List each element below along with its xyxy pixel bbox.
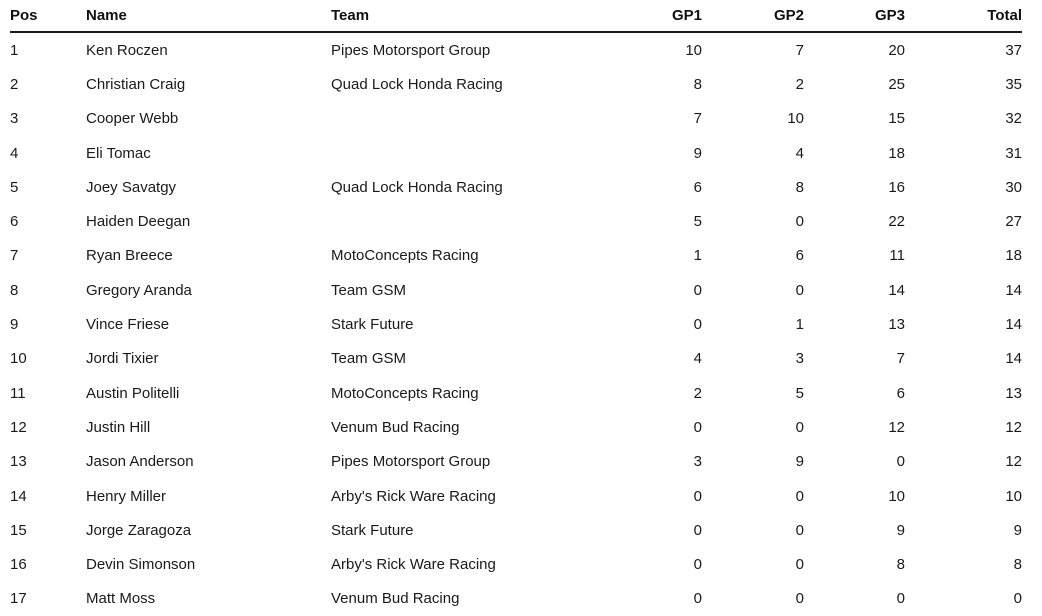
- cell-gp2: 10: [787, 110, 804, 128]
- column-header-total[interactable]: Total: [905, 0, 1022, 32]
- cell-name: Jorge Zaragoza: [86, 521, 192, 539]
- cell-gp3: 9: [896, 521, 905, 539]
- cell-team: [331, 102, 636, 136]
- table-row: [10, 376, 1022, 410]
- cell-gp2: 4: [795, 144, 804, 162]
- cell-team: Venum Bud Racing: [331, 418, 460, 436]
- cell-name: Devin Simonson: [86, 556, 196, 574]
- cell-total: 32: [1005, 110, 1022, 128]
- cell-team: Pipes Motorsport Group: [331, 41, 491, 59]
- cell-gp2: 5: [795, 384, 804, 402]
- cell-name: Matt Moss: [86, 590, 156, 608]
- cell-gp1: 0: [693, 590, 702, 608]
- column-header-pos[interactable]: Pos: [10, 0, 86, 32]
- cell-team: Stark Future: [331, 521, 414, 539]
- table-row: [10, 102, 1022, 136]
- cell-gp1: 3: [693, 453, 702, 471]
- cell-pos: 14: [10, 487, 27, 505]
- cell-pos: 10: [10, 350, 27, 368]
- cell-gp3: 6: [896, 384, 905, 402]
- cell-name: Cooper Webb: [86, 110, 179, 128]
- header-row: [10, 0, 1022, 32]
- cell-name: Austin Politelli: [86, 384, 180, 402]
- cell-name: Christian Craig: [86, 75, 186, 93]
- cell-gp2: 3: [795, 350, 804, 368]
- cell-gp3: 11: [889, 247, 905, 265]
- cell-pos: 8: [10, 281, 19, 299]
- cell-gp3: 18: [888, 144, 905, 162]
- cell-gp1: 10: [685, 41, 702, 59]
- cell-team: Arby's Rick Ware Racing: [331, 487, 496, 505]
- cell-pos: 9: [10, 316, 19, 334]
- table-row: [10, 136, 1022, 170]
- cell-total: 31: [1005, 144, 1022, 162]
- table-row: [10, 273, 1022, 307]
- cell-gp1: 0: [693, 521, 702, 539]
- cell-pos: 17: [10, 590, 27, 608]
- cell-gp3: 12: [888, 418, 905, 436]
- cell-pos: 11: [10, 384, 26, 402]
- cell-total: 37: [1005, 41, 1022, 59]
- table-row: [10, 32, 1022, 67]
- table-body: [10, 32, 1022, 616]
- cell-name: Joey Savatgy: [86, 178, 177, 196]
- table-row: [10, 307, 1022, 341]
- cell-pos: 12: [10, 418, 27, 436]
- table-row: [10, 342, 1022, 376]
- cell-total: 9: [1013, 521, 1022, 539]
- cell-gp3: 7: [896, 350, 905, 368]
- cell-gp2: 8: [795, 178, 804, 196]
- column-header-gp1[interactable]: GP1: [636, 0, 702, 32]
- cell-pos: 13: [10, 453, 27, 471]
- table-row: [10, 204, 1022, 238]
- table-row: [10, 479, 1022, 513]
- cell-pos: 3: [10, 110, 19, 128]
- cell-total: 14: [1005, 316, 1022, 334]
- cell-pos: 16: [10, 556, 27, 574]
- cell-gp3: 10: [888, 487, 905, 505]
- cell-team: [331, 204, 636, 238]
- cell-gp3: 8: [896, 556, 905, 574]
- cell-gp1: 0: [693, 281, 702, 299]
- cell-gp2: 7: [795, 41, 804, 59]
- cell-gp2: 0: [795, 281, 804, 299]
- cell-team: Quad Lock Honda Racing: [331, 75, 503, 93]
- cell-team: Venum Bud Racing: [331, 590, 460, 608]
- cell-gp1: 1: [693, 247, 702, 265]
- cell-team: MotoConcepts Racing: [331, 247, 479, 265]
- cell-name: Henry Miller: [86, 487, 167, 505]
- table-row: [10, 410, 1022, 444]
- cell-pos: 5: [10, 178, 19, 196]
- cell-total: 14: [1005, 350, 1022, 368]
- cell-team: Pipes Motorsport Group: [331, 453, 491, 471]
- table-header: [10, 0, 1022, 32]
- column-header-gp2[interactable]: GP2: [702, 0, 804, 32]
- cell-gp1: 0: [693, 418, 702, 436]
- table-row: [10, 582, 1022, 616]
- cell-team: [331, 136, 636, 170]
- cell-gp1: 0: [693, 316, 702, 334]
- cell-total: 14: [1005, 281, 1022, 299]
- cell-pos: 6: [10, 213, 19, 231]
- table-row: [10, 513, 1022, 547]
- cell-gp3: 16: [888, 178, 905, 196]
- table-row: [10, 67, 1022, 101]
- table-row: [10, 170, 1022, 204]
- cell-pos: 7: [10, 247, 19, 265]
- cell-team: Stark Future: [331, 316, 414, 334]
- cell-pos: 1: [10, 41, 19, 59]
- cell-team: Arby's Rick Ware Racing: [331, 556, 496, 574]
- cell-pos: 4: [10, 144, 19, 162]
- cell-gp1: 4: [693, 350, 702, 368]
- cell-name: Gregory Aranda: [86, 281, 192, 299]
- column-header-team[interactable]: Team: [331, 0, 636, 32]
- column-header-gp3[interactable]: GP3: [804, 0, 905, 32]
- cell-gp3: 14: [888, 281, 905, 299]
- cell-total: 27: [1005, 213, 1022, 231]
- cell-gp2: 6: [795, 247, 804, 265]
- cell-gp2: 9: [795, 453, 804, 471]
- cell-gp2: 2: [795, 75, 804, 93]
- cell-gp1: 5: [693, 213, 702, 231]
- cell-total: 35: [1005, 75, 1022, 93]
- cell-gp1: 6: [693, 178, 702, 196]
- cell-gp1: 7: [693, 110, 702, 128]
- cell-gp3: 25: [888, 75, 905, 93]
- cell-gp2: 0: [795, 521, 804, 539]
- cell-gp3: 0: [896, 453, 905, 471]
- cell-gp2: 0: [795, 590, 804, 608]
- cell-gp2: 0: [795, 556, 804, 574]
- cell-pos: 2: [10, 75, 19, 93]
- cell-name: Haiden Deegan: [86, 213, 191, 231]
- cell-gp3: 13: [888, 316, 905, 334]
- cell-gp3: 22: [888, 213, 905, 231]
- cell-gp1: 0: [693, 556, 702, 574]
- cell-name: Ryan Breece: [86, 247, 173, 265]
- cell-name: Jordi Tixier: [86, 350, 159, 368]
- cell-team: Team GSM: [331, 281, 407, 299]
- cell-gp3: 15: [888, 110, 905, 128]
- column-header-name[interactable]: Name: [86, 0, 331, 32]
- cell-gp3: 20: [888, 41, 905, 59]
- cell-gp2: 0: [795, 213, 804, 231]
- cell-total: 10: [1005, 487, 1022, 505]
- cell-gp1: 8: [693, 75, 702, 93]
- cell-team: Team GSM: [331, 350, 407, 368]
- table-row: [10, 445, 1022, 479]
- cell-total: 18: [1005, 247, 1022, 265]
- cell-gp1: 9: [693, 144, 702, 162]
- cell-pos: 15: [10, 521, 27, 539]
- cell-total: 0: [1013, 590, 1022, 608]
- cell-total: 12: [1005, 453, 1022, 471]
- cell-name: Justin Hill: [86, 418, 151, 436]
- cell-team: Quad Lock Honda Racing: [331, 178, 503, 196]
- cell-total: 30: [1005, 178, 1022, 196]
- cell-gp2: 1: [795, 316, 804, 334]
- cell-gp1: 2: [693, 384, 702, 402]
- cell-gp2: 0: [795, 487, 804, 505]
- cell-total: 12: [1005, 418, 1022, 436]
- table-row: [10, 239, 1022, 273]
- cell-name: Vince Friese: [86, 316, 170, 334]
- cell-name: Jason Anderson: [86, 453, 194, 471]
- standings-table: [10, 0, 1022, 616]
- cell-name: Ken Roczen: [86, 41, 168, 59]
- cell-gp2: 0: [795, 418, 804, 436]
- cell-gp1: 0: [693, 487, 702, 505]
- table-row: [10, 547, 1022, 581]
- cell-team: MotoConcepts Racing: [331, 384, 479, 402]
- cell-total: 13: [1005, 384, 1022, 402]
- cell-total: 8: [1013, 556, 1022, 574]
- cell-gp3: 0: [896, 590, 905, 608]
- cell-name: Eli Tomac: [86, 144, 151, 162]
